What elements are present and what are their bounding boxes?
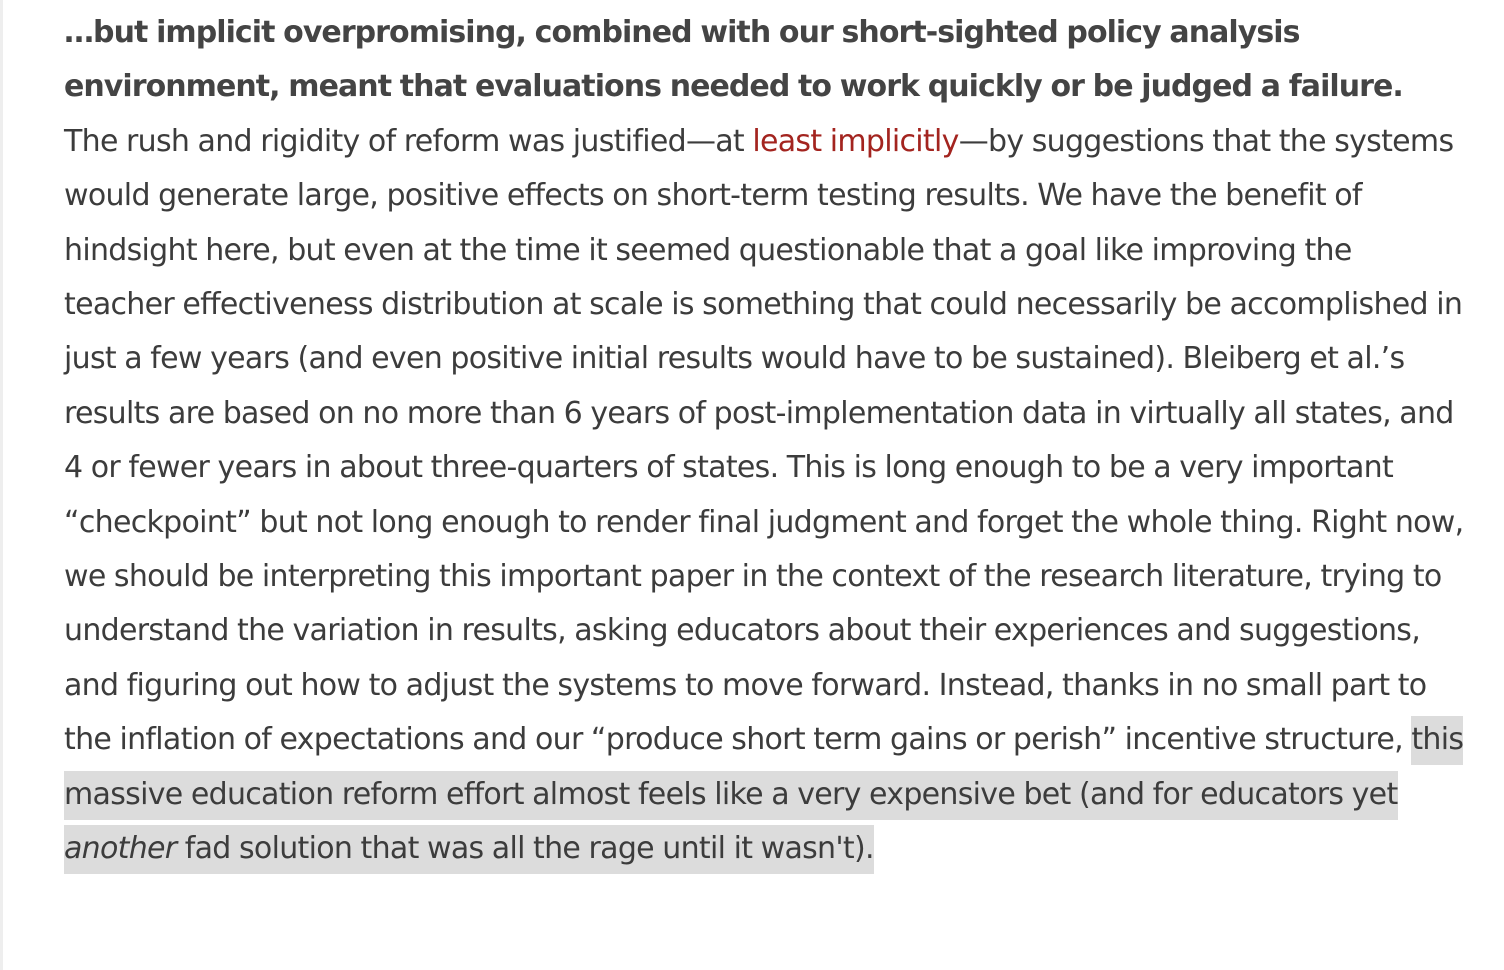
page-left-border — [0, 0, 3, 970]
highlight-text-part-2: fad solution that was all the rage until it wasn't). — [176, 831, 874, 867]
body-text-part-1: The rush and rigidity of reform was justified—at — [64, 123, 753, 159]
highlight-text-part-1: this massive education reform effort almost feels like a very expensive bet (and for educators yet — [64, 722, 1464, 812]
article-paragraph — [64, 6, 1464, 877]
least-implicitly-link[interactable]: least implicitly — [752, 123, 959, 159]
body-text-part-2: —by suggestions that the systems would generate large, positive effects on short-term testing results. We have the benefit of hindsight here, but even at the time it seemed questionable that a goal like improving the teacher effectiveness distribution at scale is something that could necessarily be accomplished in just a few years (and even positive initial results would have to be sustained). Bleiberg et al.’s results are based on no more than 6 years of post-implementation data in virtually all states, and 4 or fewer years in about three-quarters of states. This is long enough to be a very important “checkpoint” but not long enough to render final judgment and forget the whole thing. Right now, we should be interpreting this important paper in the context of the research literature, trying to understand the variation in results, asking educators about their experiences and suggestions, and figuring out how to adjust the systems to move forward. Instead, thanks in no small part to the inflation of expectations and our “produce short term gains or perish” incentive structure, — [64, 123, 1464, 758]
highlight-italic-word: another — [64, 831, 177, 867]
lead-bold-sentence: …but implicit overpromising, combined with our short-sighted policy analysis environment, meant that evaluations needed to work quickly or be judged a failure. — [64, 15, 1403, 105]
article-body — [64, 6, 1464, 877]
